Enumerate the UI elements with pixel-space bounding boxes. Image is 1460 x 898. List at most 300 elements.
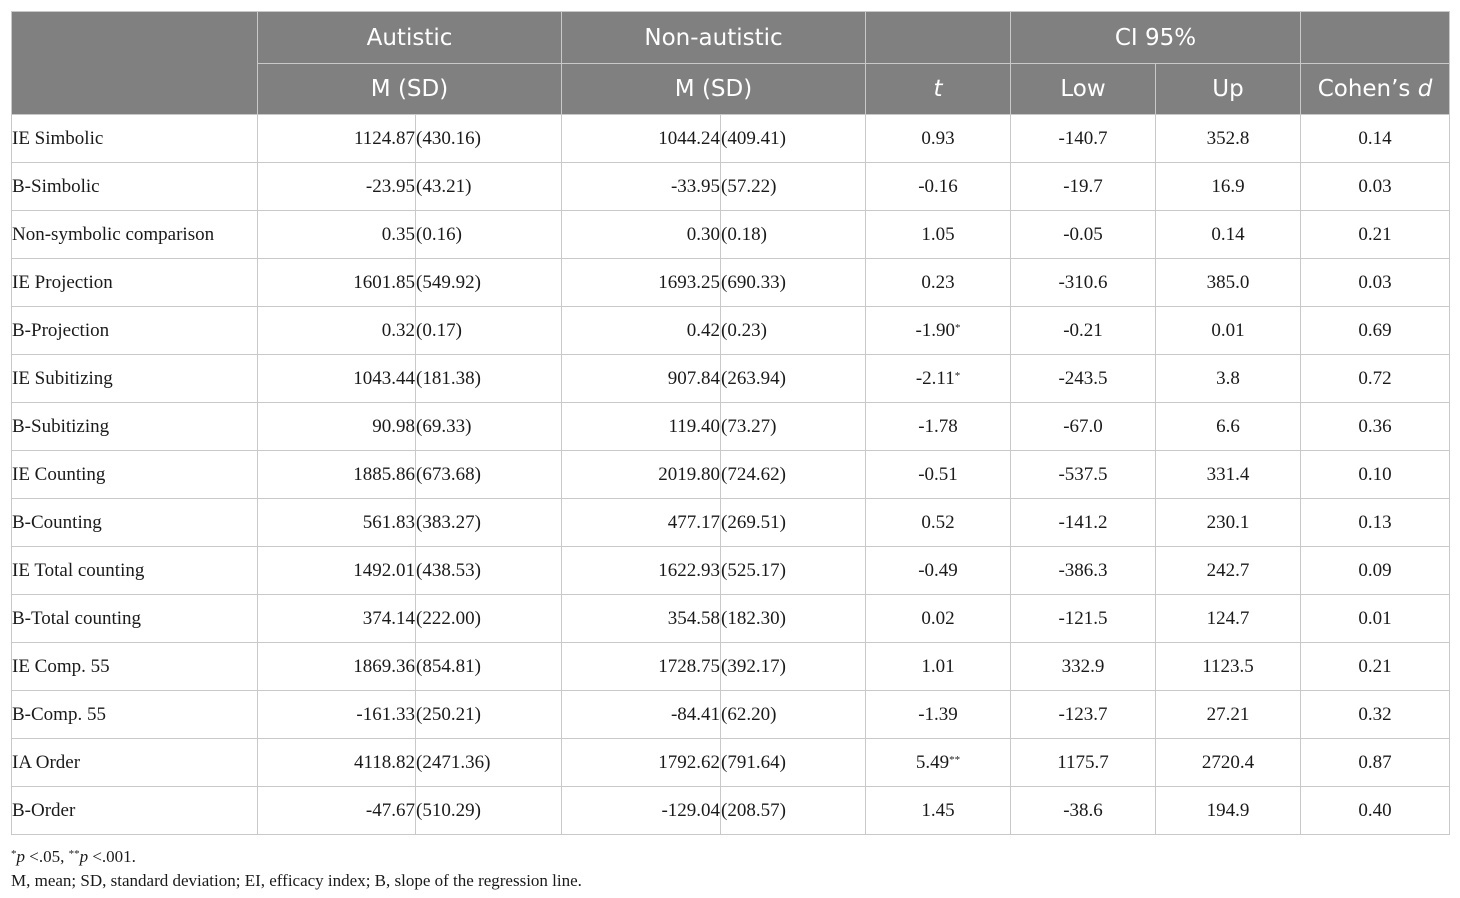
header-non-autistic-msd: M (SD) [562,64,866,115]
t-value: 1.45 [921,799,955,821]
ci-low-cell [1011,355,1156,403]
autistic-sd-cell [416,595,562,643]
non-autistic-sd-cell [721,691,866,739]
t-value-cell [866,163,1011,211]
autistic-mean-cell [258,307,416,355]
autistic-mean: 1869.36 [353,655,415,677]
results-table [11,11,1450,835]
cohens-d-cell [1301,451,1450,499]
non-autistic-mean-cell [562,307,721,355]
autistic-sd: (43.21) [416,175,472,197]
ci-low-cell [1011,595,1156,643]
t-value: 1.01 [921,655,955,677]
cohens-d-cell [1301,787,1450,835]
ci-up: 352.8 [1206,127,1250,149]
autistic-mean: 0.32 [381,319,415,341]
ci-low: -67.0 [1063,415,1103,437]
autistic-sd-cell [416,643,562,691]
ci-up-cell [1156,691,1301,739]
footnote-marker-single: * [11,848,17,860]
table-row [12,451,1450,499]
autistic-mean-cell [258,499,416,547]
ci-low: -123.7 [1058,703,1108,725]
non-autistic-mean: 477.17 [667,511,721,533]
ci-low: -19.7 [1063,175,1103,197]
autistic-mean-cell [258,211,416,259]
autistic-mean: 561.83 [362,511,415,533]
autistic-mean-cell [258,163,416,211]
autistic-mean: -161.33 [356,703,415,725]
ci-low: -0.21 [1063,319,1103,341]
row-label-cell [12,163,258,211]
row-label: IA Order [12,751,81,773]
ci-up: 1123.5 [1202,655,1254,677]
non-autistic-sd: (208.57) [721,799,786,821]
non-autistic-mean: 1044.24 [658,127,721,149]
row-label-cell [12,547,258,595]
table-row [12,211,1450,259]
table-row [12,115,1450,163]
autistic-mean-cell [258,691,416,739]
autistic-mean-cell [258,739,416,787]
ci-up-cell [1156,643,1301,691]
autistic-mean-cell [258,451,416,499]
autistic-sd-cell [416,451,562,499]
row-label: IE Total counting [12,559,145,581]
cohens-d-cell [1301,211,1450,259]
autistic-sd: (383.27) [416,511,481,533]
t-value-cell [866,211,1011,259]
table-row [12,595,1450,643]
cohens-d-cell [1301,691,1450,739]
header-cohens-prefix: Cohen’s [1317,76,1418,102]
row-label-cell [12,595,258,643]
autistic-mean: 90.98 [372,415,415,437]
ci-low-cell [1011,739,1156,787]
ci-low-cell [1011,643,1156,691]
autistic-mean: 1043.44 [353,367,415,389]
ci-up: 2720.4 [1201,751,1255,773]
non-autistic-sd-cell [721,259,866,307]
autistic-sd-cell [416,211,562,259]
cohens-d-cell [1301,595,1450,643]
autistic-sd-cell [416,115,562,163]
autistic-sd-cell [416,259,562,307]
row-label: IE Projection [12,271,113,293]
row-label: B-Total counting [12,607,142,629]
header-d-top-blank [1301,12,1450,64]
ci-up-cell [1156,451,1301,499]
table-row [12,307,1450,355]
non-autistic-mean: -33.95 [670,175,721,197]
cohens-d: 0.32 [1358,703,1392,725]
row-label: B-Subitizing [12,415,110,437]
t-value-cell [866,595,1011,643]
autistic-mean: 1124.87 [353,127,415,149]
non-autistic-sd: (0.18) [721,223,767,245]
row-label-cell [12,355,258,403]
non-autistic-sd: (182.30) [721,607,786,629]
ci-low: -38.6 [1063,799,1103,821]
cohens-d-cell [1301,643,1450,691]
cohens-d: 0.03 [1358,271,1392,293]
ci-up: 6.6 [1216,415,1240,437]
table-row [12,691,1450,739]
table-body [12,115,1450,835]
non-autistic-mean: -129.04 [661,799,721,821]
t-value-cell [866,307,1011,355]
autistic-mean: 1492.01 [353,559,415,581]
significance-marker: * [955,321,961,334]
row-label: IE Comp. 55 [12,655,110,677]
row-label: B-Projection [12,319,110,341]
non-autistic-mean: 119.40 [668,415,721,437]
non-autistic-sd: (57.22) [721,175,777,197]
t-value: -1.39 [918,703,958,725]
non-autistic-mean: 1622.93 [658,559,721,581]
cohens-d: 0.10 [1358,463,1392,485]
ci-low-cell [1011,403,1156,451]
ci-low: -537.5 [1058,463,1108,485]
non-autistic-mean-cell [562,739,721,787]
autistic-sd-cell [416,499,562,547]
autistic-sd-cell [416,787,562,835]
autistic-sd-cell [416,163,562,211]
ci-low-cell [1011,163,1156,211]
row-label-cell [12,499,258,547]
non-autistic-sd: (392.17) [721,655,786,677]
cohens-d: 0.13 [1358,511,1392,533]
non-autistic-sd-cell [721,643,866,691]
ci-up: 0.14 [1211,223,1245,245]
autistic-mean: 1885.86 [353,463,415,485]
non-autistic-mean: 0.30 [686,223,721,245]
autistic-sd-cell [416,403,562,451]
row-label-cell [12,115,258,163]
t-value: 5.49 [915,751,950,773]
non-autistic-mean: 0.42 [686,319,721,341]
t-value-cell [866,691,1011,739]
cohens-d: 0.69 [1358,319,1392,341]
table-row [12,163,1450,211]
ci-low-cell [1011,259,1156,307]
autistic-mean-cell [258,115,416,163]
non-autistic-sd-cell [721,595,866,643]
autistic-sd: (222.00) [416,607,481,629]
ci-up: 16.9 [1211,175,1245,197]
non-autistic-mean: 354.58 [667,607,721,629]
non-autistic-sd: (269.51) [721,511,786,533]
footnote-abbreviations: M, mean; SD, standard deviation; EI, efficacy index; B, slope of the regression line. [11,871,582,890]
table-row [12,499,1450,547]
autistic-sd-cell [416,307,562,355]
t-value-cell [866,259,1011,307]
autistic-mean: -23.95 [365,175,415,197]
table-row [12,547,1450,595]
ci-low: -141.2 [1058,511,1108,533]
autistic-sd: (2471.36) [416,751,491,773]
non-autistic-mean-cell [562,259,721,307]
table-row [12,259,1450,307]
ci-up: 194.9 [1206,799,1250,821]
non-autistic-sd-cell [721,115,866,163]
row-label: B-Counting [12,511,102,533]
cohens-d-cell [1301,163,1450,211]
row-label: IE Counting [12,463,106,485]
t-value-cell [866,499,1011,547]
cohens-d-cell [1301,259,1450,307]
header-non-autistic: Non-autistic [562,12,866,64]
ci-up: 0.01 [1211,319,1245,341]
ci-up-cell [1156,307,1301,355]
footnote-significance [11,842,582,869]
autistic-sd-cell [416,739,562,787]
cohens-d: 0.21 [1358,655,1392,677]
cohens-d-cell [1301,355,1450,403]
t-value-cell [866,643,1011,691]
t-value: -1.90 [915,319,956,341]
table-row [12,739,1450,787]
ci-up-cell [1156,403,1301,451]
non-autistic-mean-cell [562,211,721,259]
non-autistic-sd: (791.64) [721,751,786,773]
autistic-mean: 0.35 [381,223,415,245]
header-ci-low: Low [1011,64,1156,115]
ci-low: 1175.7 [1057,751,1109,773]
row-label-cell [12,259,258,307]
non-autistic-sd: (525.17) [721,559,786,581]
ci-low-cell [1011,307,1156,355]
row-label-cell [12,739,258,787]
autistic-mean-cell [258,787,416,835]
ci-up: 385.0 [1206,271,1250,293]
non-autistic-mean-cell [562,451,721,499]
ci-up: 331.4 [1206,463,1250,485]
ci-up-cell [1156,499,1301,547]
ci-up-cell [1156,355,1301,403]
footnote-marker-double: ** [68,848,80,860]
ci-up-cell [1156,595,1301,643]
autistic-sd: (673.68) [416,463,481,485]
ci-up-cell [1156,163,1301,211]
header-cohens-d-letter: d [1417,76,1433,102]
ci-up: 27.21 [1206,703,1250,725]
non-autistic-mean: -84.41 [670,703,721,725]
non-autistic-mean: 1693.25 [658,271,721,293]
non-autistic-mean-cell [562,691,721,739]
t-value: 0.23 [921,271,955,293]
ci-low-cell [1011,691,1156,739]
table-row [12,787,1450,835]
non-autistic-mean-cell [562,787,721,835]
ci-low-cell [1011,451,1156,499]
autistic-sd: (438.53) [416,559,481,581]
ci-up-cell [1156,739,1301,787]
non-autistic-sd: (724.62) [721,463,786,485]
cohens-d: 0.87 [1358,751,1392,773]
t-value-cell [866,787,1011,835]
row-label: B-Comp. 55 [12,703,106,725]
non-autistic-sd-cell [721,211,866,259]
row-label: IE Subitizing [12,367,113,389]
cohens-d: 0.01 [1358,607,1392,629]
non-autistic-sd-cell [721,403,866,451]
table-row [12,403,1450,451]
non-autistic-sd-cell [721,787,866,835]
row-label-cell [12,787,258,835]
t-value-cell [866,451,1011,499]
cohens-d: 0.09 [1358,559,1392,581]
ci-low: -386.3 [1058,559,1108,581]
t-value: 0.02 [921,607,955,629]
ci-low-cell [1011,547,1156,595]
non-autistic-sd: (0.23) [721,319,767,341]
autistic-mean-cell [258,643,416,691]
non-autistic-sd-cell [721,499,866,547]
autistic-sd-cell [416,355,562,403]
autistic-sd-cell [416,547,562,595]
non-autistic-sd-cell [721,451,866,499]
cohens-d: 0.36 [1358,415,1392,437]
non-autistic-sd: (263.94) [721,367,786,389]
header-t-top-blank [866,12,1011,64]
ci-up-cell [1156,787,1301,835]
t-value: 0.52 [921,511,955,533]
table-row [12,355,1450,403]
cohens-d-cell [1301,115,1450,163]
ci-up: 124.7 [1206,607,1250,629]
autistic-sd: (250.21) [416,703,481,725]
t-value-cell [866,115,1011,163]
row-label: B-Order [12,799,76,821]
row-label: IE Simbolic [12,127,104,149]
header-ci-95: CI 95% [1011,12,1301,64]
autistic-mean: 374.14 [362,607,415,629]
cohens-d: 0.21 [1358,223,1392,245]
non-autistic-mean: 1728.75 [658,655,721,677]
t-value: -0.16 [918,175,958,197]
autistic-sd: (181.38) [416,367,481,389]
ci-low: 332.9 [1061,655,1105,677]
non-autistic-mean-cell [562,547,721,595]
autistic-sd: (69.33) [416,415,472,437]
non-autistic-sd-cell [721,355,866,403]
autistic-sd: (0.16) [416,223,462,245]
ci-low-cell [1011,115,1156,163]
row-label: B-Simbolic [12,175,100,197]
cohens-d: 0.72 [1358,367,1392,389]
ci-low-cell [1011,787,1156,835]
footnote-text-1: <.05, [25,847,69,866]
ci-low: -243.5 [1058,367,1108,389]
autistic-sd: (510.29) [416,799,481,821]
non-autistic-mean-cell [562,643,721,691]
t-value: -2.11 [915,367,955,389]
header-variable-blank [12,12,258,115]
table-header [12,12,1450,115]
autistic-mean-cell [258,595,416,643]
non-autistic-mean: 1792.62 [658,751,721,773]
cohens-d-cell [1301,547,1450,595]
header-cohens-d [1301,64,1450,115]
cohens-d: 0.03 [1358,175,1392,197]
ci-up-cell [1156,211,1301,259]
non-autistic-sd-cell [721,307,866,355]
autistic-mean-cell [258,403,416,451]
cohens-d: 0.14 [1358,127,1392,149]
t-value-cell [866,403,1011,451]
t-value-cell [866,547,1011,595]
non-autistic-mean-cell [562,499,721,547]
ci-up: 230.1 [1206,511,1250,533]
row-label-cell [12,403,258,451]
ci-low: -140.7 [1058,127,1108,149]
t-value: 1.05 [921,223,955,245]
non-autistic-sd-cell [721,739,866,787]
row-label: Non-symbolic comparison [12,223,215,245]
ci-low-cell [1011,211,1156,259]
cohens-d-cell [1301,499,1450,547]
ci-up: 3.8 [1216,367,1240,389]
cohens-d-cell [1301,739,1450,787]
autistic-mean: 4118.82 [353,751,415,773]
non-autistic-sd: (62.20) [721,703,777,725]
non-autistic-sd: (409.41) [721,127,786,149]
t-value: -0.51 [918,463,958,485]
autistic-sd: (549.92) [416,271,481,293]
row-label-cell [12,307,258,355]
non-autistic-mean-cell [562,595,721,643]
table-footnotes [11,842,582,893]
t-value-cell [866,739,1011,787]
cohens-d-cell [1301,403,1450,451]
ci-low: -310.6 [1058,271,1108,293]
ci-low: -0.05 [1063,223,1103,245]
non-autistic-mean-cell [562,403,721,451]
significance-marker: * [954,369,961,382]
cohens-d-cell [1301,307,1450,355]
ci-low-cell [1011,499,1156,547]
autistic-mean-cell [258,547,416,595]
ci-up-cell [1156,547,1301,595]
header-ci-up: Up [1156,64,1301,115]
autistic-sd: (430.16) [416,127,481,149]
row-label-cell [12,643,258,691]
non-autistic-mean-cell [562,355,721,403]
non-autistic-sd: (73.27) [721,415,777,437]
non-autistic-mean-cell [562,163,721,211]
row-label-cell [12,691,258,739]
non-autistic-mean: 2019.80 [658,463,721,485]
autistic-sd: (854.81) [416,655,481,677]
autistic-mean-cell [258,259,416,307]
header-t: t [866,64,1011,115]
non-autistic-mean: 907.84 [667,367,721,389]
autistic-mean: -47.67 [365,799,415,821]
ci-low: -121.5 [1058,607,1108,629]
footnote-text-2: <.001. [88,847,136,866]
autistic-sd-cell [416,691,562,739]
footnote-p-symbol: p [16,847,25,866]
non-autistic-sd-cell [721,547,866,595]
header-autistic-msd: M (SD) [258,64,562,115]
cohens-d: 0.40 [1358,799,1392,821]
non-autistic-sd-cell [721,163,866,211]
table-row [12,643,1450,691]
ci-up-cell [1156,115,1301,163]
non-autistic-mean-cell [562,115,721,163]
autistic-mean: 1601.85 [353,271,415,293]
